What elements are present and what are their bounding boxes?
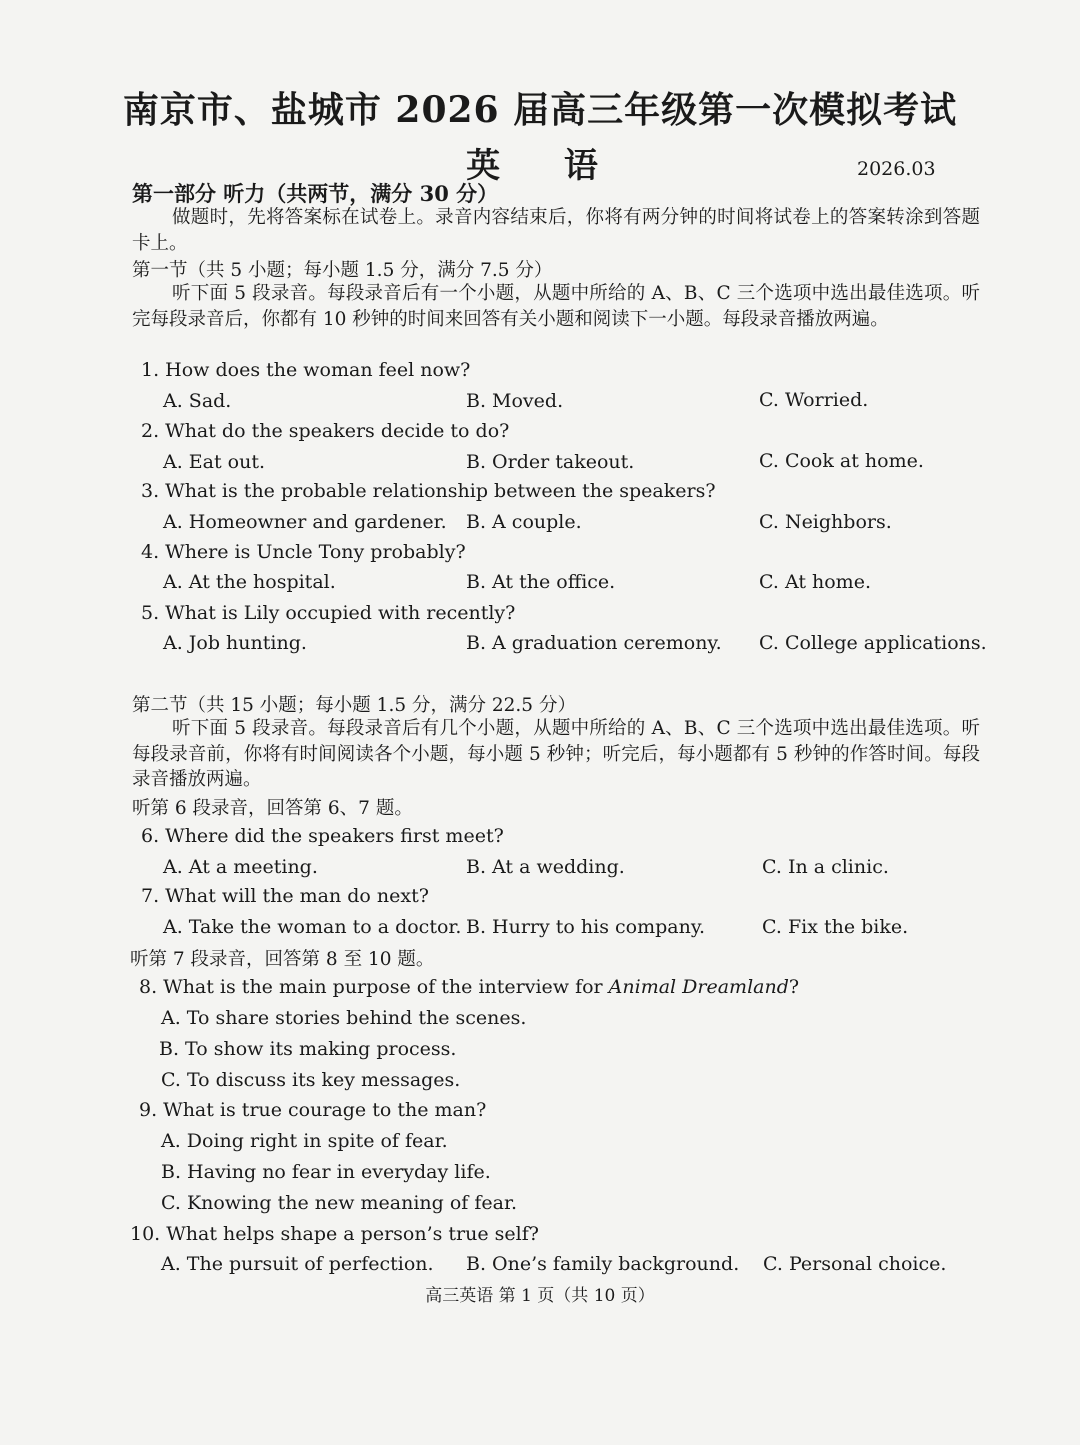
q6-option-a: A. At a meeting. bbox=[163, 856, 318, 878]
q4-option-c: C. At home. bbox=[759, 571, 871, 593]
q6-option-b: B. At a wedding. bbox=[466, 856, 625, 878]
q8-option-c: C. To discuss its key messages. bbox=[161, 1069, 461, 1091]
subject-title: 英 语 bbox=[466, 146, 624, 186]
question-2: 2. What do the speakers decide to do? bbox=[141, 420, 510, 442]
q8-title: Animal Dreamland bbox=[608, 976, 789, 998]
section2-heading: 第二节（共 15 小题；每小题 1.5 分，满分 22.5 分） bbox=[132, 695, 576, 716]
q2-option-c: C. Cook at home. bbox=[759, 450, 924, 472]
q4-option-a: A. At the hospital. bbox=[163, 571, 336, 593]
part1-heading: 第一部分 听力（共两节，满分 30 分） bbox=[132, 181, 499, 206]
question-9: 9. What is true courage to the man? bbox=[139, 1099, 487, 1121]
q5-option-b: B. A graduation ceremony. bbox=[466, 632, 722, 654]
exam-date: 2026.03 bbox=[857, 158, 936, 180]
q3-option-b: B. A couple. bbox=[466, 511, 582, 533]
q5-option-a: A. Job hunting. bbox=[163, 632, 307, 654]
q1-option-b: B. Moved. bbox=[466, 390, 564, 412]
q3-option-a: A. Homeowner and gardener. bbox=[163, 511, 447, 533]
question-6: 6. Where did the speakers first meet? bbox=[141, 825, 504, 847]
q2-option-a: A. Eat out. bbox=[163, 451, 266, 473]
section1-instructions: 听下面 5 段录音。每段录音后有一个小题，从题中所给的 A、B、C 三个选项中选出最佳选项。听完每段录音后，你都有 10 秒钟的时间来回答有关小题和阅读下一小题。每段录音播放两遍。 bbox=[132, 283, 980, 330]
question-8 bbox=[139, 976, 799, 998]
q4-option-b: B. At the office. bbox=[466, 571, 616, 593]
q8-stem-end: ? bbox=[788, 976, 800, 998]
question-4: 4. Where is Uncle Tony probably? bbox=[141, 541, 466, 563]
part1-instructions: 做题时，先将答案标在试卷上。录音内容结束后，你将有两分钟的时间将试卷上的答案转涂到答题卡上。 bbox=[132, 207, 980, 254]
q8-option-b: B. To show its making process. bbox=[159, 1038, 457, 1060]
q6-option-c: C. In a clinic. bbox=[762, 856, 889, 878]
section1-heading: 第一节（共 5 小题；每小题 1.5 分，满分 7.5 分） bbox=[132, 260, 553, 281]
q2-option-b: B. Order takeout. bbox=[466, 451, 635, 473]
q8-option-a: A. To share stories behind the scenes. bbox=[161, 1007, 527, 1029]
question-10: 10. What helps shape a person’s true self? bbox=[130, 1223, 539, 1245]
q9-option-a: A. Doing right in spite of fear. bbox=[161, 1130, 448, 1152]
exam-title: 南京市、盐城市 2026 届高三年级第一次模拟考试 bbox=[122, 89, 958, 131]
q1-option-c: C. Worried. bbox=[759, 389, 869, 411]
q9-option-c: C. Knowing the new meaning of fear. bbox=[161, 1192, 518, 1214]
q10-option-a: A. The pursuit of perfection. bbox=[161, 1253, 434, 1275]
q7-option-b: B. Hurry to his company. bbox=[466, 916, 706, 938]
section2-instructions: 听下面 5 段录音。每段录音后有几个小题，从题中所给的 A、B、C 三个选项中选出最佳选项。听每段录音前，你将有时间阅读各个小题，每小题 5 秒钟；听完后，每小题都有 5 秒钟的作答时间。每段录音播放两遍。 bbox=[132, 718, 980, 790]
recording-7-heading: 听第 7 段录音，回答第 8 至 10 题。 bbox=[130, 949, 435, 970]
q8-stem-text: 8. What is the main purpose of the interview for bbox=[139, 976, 609, 998]
q10-option-b: B. One’s family background. bbox=[466, 1253, 740, 1275]
q1-option-a: A. Sad. bbox=[163, 390, 232, 412]
recording-6-heading: 听第 6 段录音，回答第 6、7 题。 bbox=[132, 798, 413, 819]
question-5: 5. What is Lily occupied with recently? bbox=[141, 602, 516, 624]
q7-option-a: A. Take the woman to a doctor. bbox=[163, 916, 462, 938]
question-3: 3. What is the probable relationship between the speakers? bbox=[141, 480, 716, 502]
q5-option-c: C. College applications. bbox=[759, 632, 987, 654]
question-7: 7. What will the man do next? bbox=[141, 885, 429, 907]
q10-option-c: C. Personal choice. bbox=[763, 1253, 947, 1275]
q7-option-c: C. Fix the bike. bbox=[762, 916, 909, 938]
q3-option-c: C. Neighbors. bbox=[759, 511, 892, 533]
q9-option-b: B. Having no fear in everyday life. bbox=[161, 1161, 491, 1183]
question-1: 1. How does the woman feel now? bbox=[141, 359, 471, 381]
page-footer: 高三英语 第 1 页（共 10 页） bbox=[425, 1286, 655, 1306]
